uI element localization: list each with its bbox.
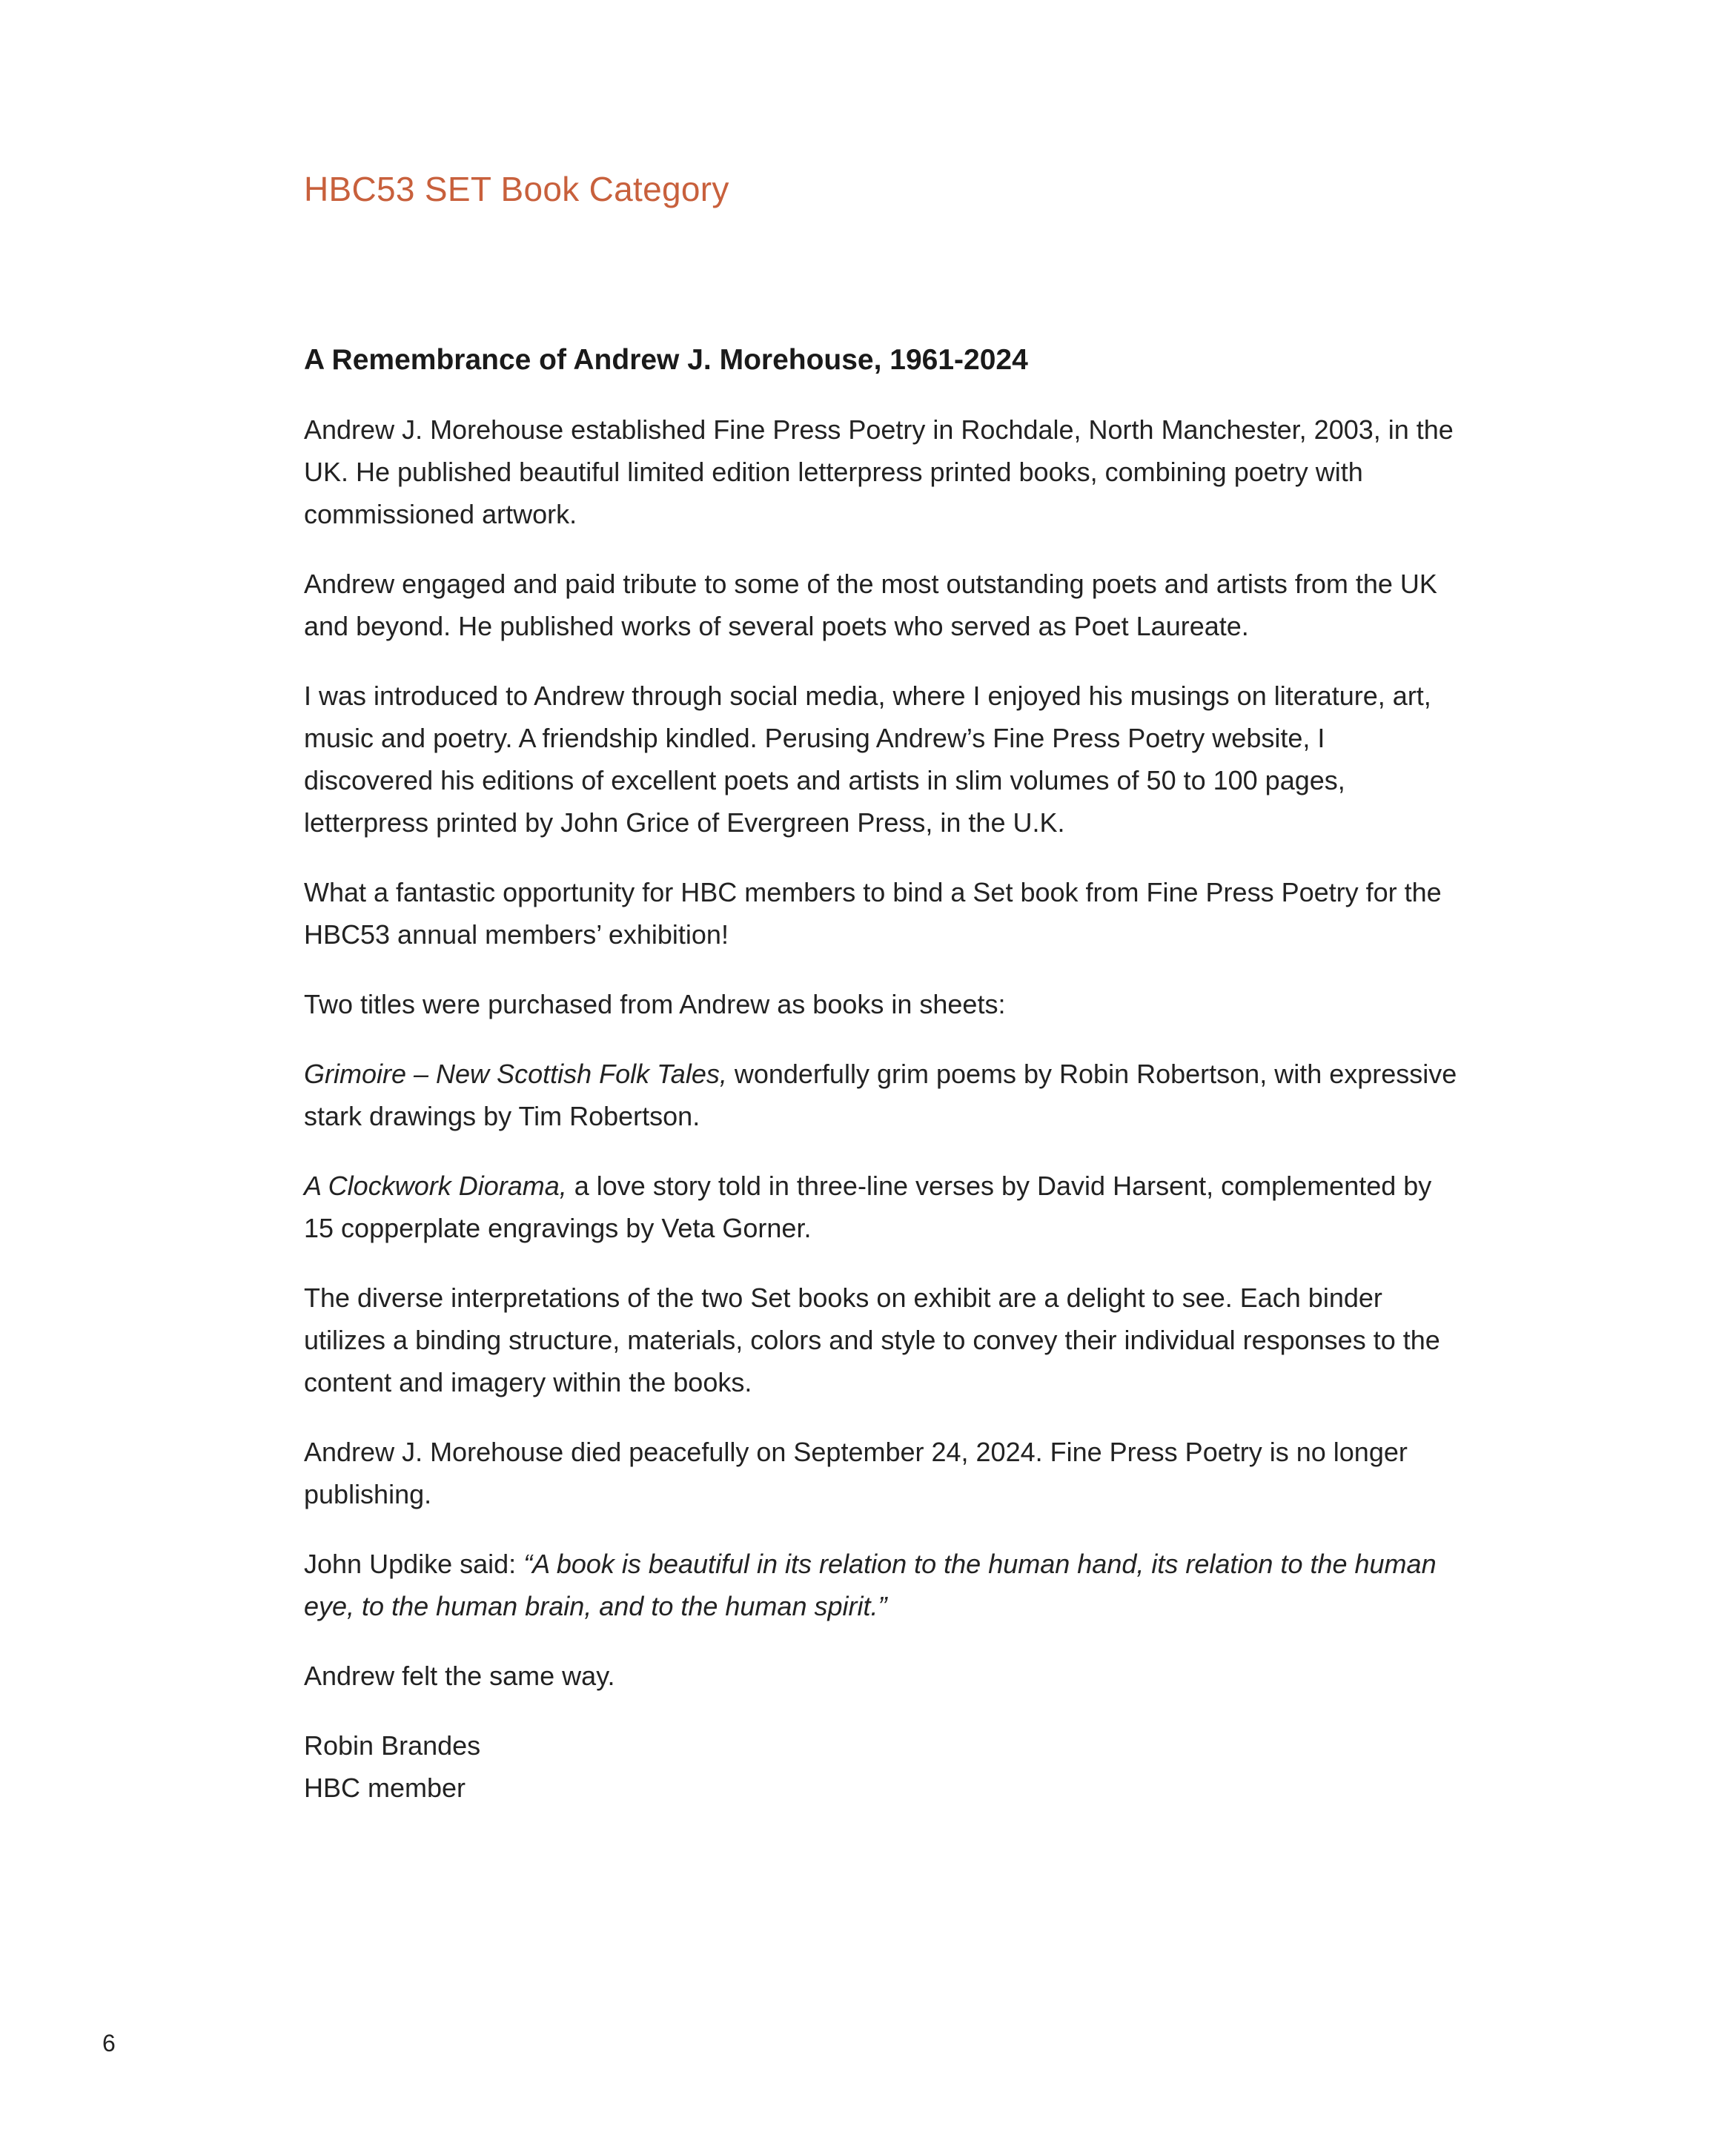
article-heading: A Remembrance of Andrew J. Morehouse, 1961-2024 bbox=[304, 344, 1028, 376]
paragraph-tribute: Andrew engaged and paid tribute to some of the most outstanding poets and artists from the UK and beyond. He published works of several poets who served as Poet Laureate. bbox=[304, 569, 1437, 641]
paragraph-clockwork-diorama bbox=[304, 1165, 1460, 1249]
paragraph-opportunity: What a fantastic opportunity for HBC members to bind a Set book from Fine Press Poetry for the HBC53 annual members’ exhibition! bbox=[304, 877, 1442, 950]
paragraph-grimoire bbox=[304, 1053, 1460, 1137]
book-title-clockwork-diorama: A Clockwork Diorama, bbox=[304, 1171, 567, 1201]
quote-text: “A book is beautiful in its relation to the human hand, its relation to the human eye, to the human brain, and to the human spirit.” bbox=[304, 1549, 1437, 1621]
paragraph-titles-intro: Two titles were purchased from Andrew as books in sheets: bbox=[304, 989, 1006, 1019]
grimoire-description: wonderfully grim poems by Robin Robertson, with expressive stark drawings by Tim Robertson. bbox=[304, 1059, 1457, 1131]
paragraph-updike-quote bbox=[304, 1543, 1460, 1627]
article bbox=[304, 340, 1460, 1809]
clockwork-diorama-description: a love story told in three-line verses by David Harsent, complemented by 15 copperplate engravings by Veta Gorner. bbox=[304, 1171, 1432, 1243]
section-title: HBC53 SET Book Category bbox=[304, 170, 729, 208]
paragraph-interpretations: The diverse interpretations of the two Set books on exhibit are a delight to see. Each binder utilizes a binding structure, materials, colors and style to convey their individual responses to the content and imagery within the books. bbox=[304, 1283, 1440, 1397]
signature-role: HBC member bbox=[304, 1773, 466, 1803]
signature-name: Robin Brandes bbox=[304, 1730, 481, 1761]
paragraph-founding: Andrew J. Morehouse established Fine Press Poetry in Rochdale, North Manchester, 2003, in the UK. He published beautiful limited edition letterpress printed books, combining poetry with commissioned artwork. bbox=[304, 414, 1454, 529]
book-title-grimoire: Grimoire – New Scottish Folk Tales, bbox=[304, 1059, 727, 1089]
paragraph-closing: Andrew felt the same way. bbox=[304, 1661, 615, 1691]
quote-lead: John Updike said: bbox=[304, 1549, 524, 1579]
page-number: 6 bbox=[102, 2030, 116, 2056]
paragraph-friendship: I was introduced to Andrew through social media, where I enjoyed his musings on literature, art, music and poetry. A friendship kindled. Perusing Andrew’s Fine Press Poetry website, I discovered his editions of excellent poets and artists in slim volumes of 50 to 100 pages, letterpress printed by John Grice of Evergreen Press, in the U.K. bbox=[304, 681, 1431, 838]
paragraph-passing: Andrew J. Morehouse died peacefully on September 24, 2024. Fine Press Poetry is no longer publishing. bbox=[304, 1437, 1408, 1509]
